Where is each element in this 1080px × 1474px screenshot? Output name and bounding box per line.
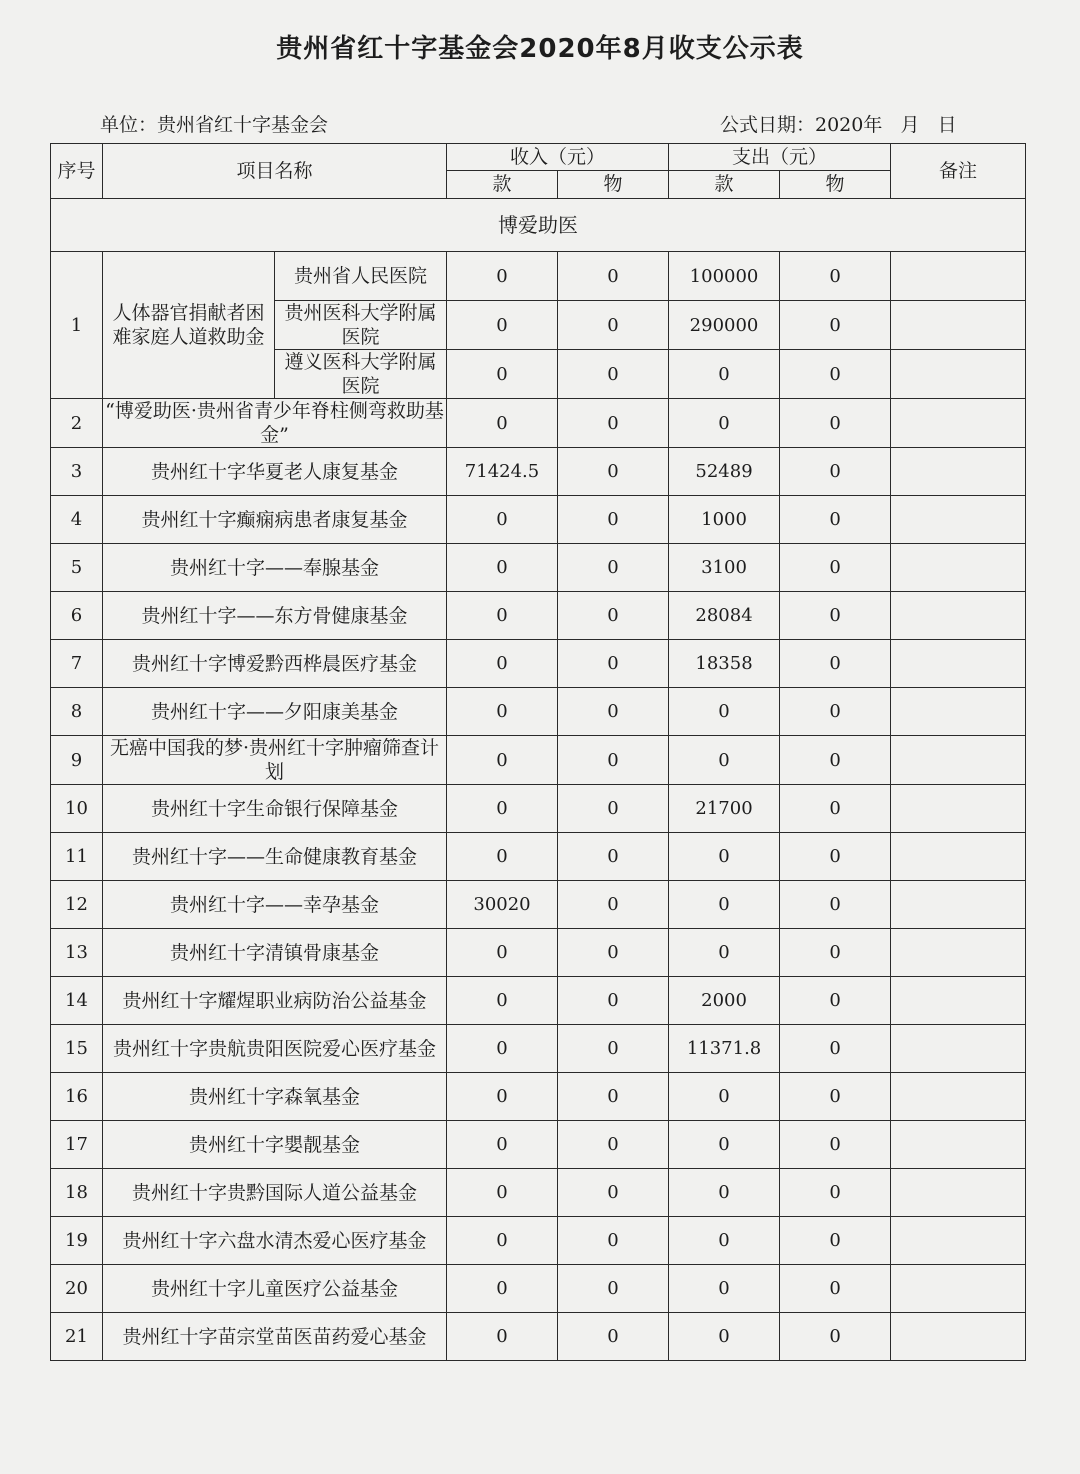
table-row bbox=[51, 544, 1026, 592]
row-name: 贵州红十字苗宗堂苗医苗药爱心基金 bbox=[103, 1313, 447, 1361]
expense-money: 100000 bbox=[669, 252, 780, 301]
expense-goods: 0 bbox=[780, 1121, 891, 1169]
income-goods: 0 bbox=[558, 496, 669, 544]
expense-goods: 0 bbox=[780, 640, 891, 688]
section-title: 博爱助医 bbox=[51, 199, 1026, 252]
income-money: 0 bbox=[447, 833, 558, 881]
row-name: 贵州红十字博爱黔西桦晨医疗基金 bbox=[103, 640, 447, 688]
remark-cell bbox=[891, 833, 1026, 881]
income-goods: 0 bbox=[558, 1025, 669, 1073]
row-name: 贵州红十字清镇骨康基金 bbox=[103, 929, 447, 977]
table-row bbox=[51, 640, 1026, 688]
table-row bbox=[51, 1265, 1026, 1313]
income-money: 0 bbox=[447, 301, 558, 350]
header-name: 项目名称 bbox=[103, 144, 447, 199]
expense-goods: 0 bbox=[780, 592, 891, 640]
remark-cell bbox=[891, 640, 1026, 688]
expense-goods: 0 bbox=[780, 688, 891, 736]
income-money: 0 bbox=[447, 496, 558, 544]
expense-goods: 0 bbox=[780, 1313, 891, 1361]
row-name: 无癌中国我的梦·贵州红十字肿瘤筛查计划 bbox=[103, 736, 447, 785]
expense-goods: 0 bbox=[780, 1217, 891, 1265]
row-name: 贵州红十字耀煋职业病防治公益基金 bbox=[103, 977, 447, 1025]
income-money: 0 bbox=[447, 1217, 558, 1265]
row-seq: 8 bbox=[51, 688, 103, 736]
sub-name: 贵州省人民医院 bbox=[275, 252, 447, 301]
income-goods: 0 bbox=[558, 1313, 669, 1361]
income-money: 0 bbox=[447, 688, 558, 736]
remark-cell bbox=[891, 1265, 1026, 1313]
income-money: 0 bbox=[447, 785, 558, 833]
row-name: 贵州红十字华夏老人康复基金 bbox=[103, 448, 447, 496]
table-row bbox=[51, 785, 1026, 833]
income-money: 0 bbox=[447, 736, 558, 785]
income-money: 0 bbox=[447, 1265, 558, 1313]
income-goods: 0 bbox=[558, 350, 669, 399]
expense-goods: 0 bbox=[780, 544, 891, 592]
row-seq: 10 bbox=[51, 785, 103, 833]
income-money: 30020 bbox=[447, 881, 558, 929]
income-goods: 0 bbox=[558, 301, 669, 350]
income-money: 0 bbox=[447, 977, 558, 1025]
expense-goods: 0 bbox=[780, 736, 891, 785]
remark-cell bbox=[891, 1169, 1026, 1217]
remark-cell bbox=[891, 736, 1026, 785]
income-goods: 0 bbox=[558, 929, 669, 977]
row-name: 贵州红十字贵黔国际人道公益基金 bbox=[103, 1169, 447, 1217]
income-goods: 0 bbox=[558, 252, 669, 301]
table-row bbox=[51, 1217, 1026, 1265]
publish-date: 公式日期：2020年 月 日 bbox=[720, 114, 957, 136]
expense-money: 0 bbox=[669, 1217, 780, 1265]
row-seq: 2 bbox=[51, 399, 103, 448]
expense-goods: 0 bbox=[780, 1073, 891, 1121]
header-income-goods: 物 bbox=[558, 171, 669, 199]
expense-goods: 0 bbox=[780, 448, 891, 496]
remark-cell bbox=[891, 1217, 1026, 1265]
income-goods: 0 bbox=[558, 640, 669, 688]
row-name: 贵州红十字贵航贵阳医院爱心医疗基金 bbox=[103, 1025, 447, 1073]
remark-cell bbox=[891, 301, 1026, 350]
header-expense-goods: 物 bbox=[780, 171, 891, 199]
remark-cell bbox=[891, 688, 1026, 736]
table-row bbox=[51, 881, 1026, 929]
expense-money: 0 bbox=[669, 881, 780, 929]
row-name: 贵州红十字生命银行保障基金 bbox=[103, 785, 447, 833]
expense-goods: 0 bbox=[780, 881, 891, 929]
income-money: 0 bbox=[447, 252, 558, 301]
expense-goods: 0 bbox=[780, 399, 891, 448]
header-seq: 序号 bbox=[51, 144, 103, 199]
expense-money: 0 bbox=[669, 833, 780, 881]
income-goods: 0 bbox=[558, 1169, 669, 1217]
income-goods: 0 bbox=[558, 736, 669, 785]
expense-goods: 0 bbox=[780, 1169, 891, 1217]
income-money: 0 bbox=[447, 544, 558, 592]
unit-label: 单位：贵州省红十字基金会 bbox=[100, 114, 329, 136]
row-seq: 1 bbox=[51, 252, 103, 399]
table-row bbox=[51, 1313, 1026, 1361]
expense-money: 0 bbox=[669, 929, 780, 977]
expense-goods: 0 bbox=[780, 252, 891, 301]
expense-money: 52489 bbox=[669, 448, 780, 496]
income-goods: 0 bbox=[558, 1121, 669, 1169]
expense-money: 0 bbox=[669, 1169, 780, 1217]
table-row bbox=[51, 1025, 1026, 1073]
income-money: 0 bbox=[447, 929, 558, 977]
expense-money: 28084 bbox=[669, 592, 780, 640]
row-name: 贵州红十字——奉腺基金 bbox=[103, 544, 447, 592]
remark-cell bbox=[891, 1121, 1026, 1169]
expense-money: 0 bbox=[669, 1121, 780, 1169]
row-seq: 12 bbox=[51, 881, 103, 929]
income-goods: 0 bbox=[558, 688, 669, 736]
expense-goods: 0 bbox=[780, 785, 891, 833]
expense-goods: 0 bbox=[780, 350, 891, 399]
income-money: 71424.5 bbox=[447, 448, 558, 496]
income-money: 0 bbox=[447, 350, 558, 399]
income-money: 0 bbox=[447, 1313, 558, 1361]
income-goods: 0 bbox=[558, 544, 669, 592]
header-expense-money: 款 bbox=[669, 171, 780, 199]
row-seq: 9 bbox=[51, 736, 103, 785]
income-goods: 0 bbox=[558, 1073, 669, 1121]
expense-money: 0 bbox=[669, 1073, 780, 1121]
expense-money: 2000 bbox=[669, 977, 780, 1025]
income-goods: 0 bbox=[558, 833, 669, 881]
income-money: 0 bbox=[447, 1121, 558, 1169]
income-money: 0 bbox=[447, 640, 558, 688]
expense-money: 0 bbox=[669, 1265, 780, 1313]
expense-goods: 0 bbox=[780, 929, 891, 977]
sub-name: 贵州医科大学附属医院 bbox=[275, 301, 447, 350]
expense-goods: 0 bbox=[780, 833, 891, 881]
row-name: 贵州红十字——夕阳康美基金 bbox=[103, 688, 447, 736]
expense-goods: 0 bbox=[780, 301, 891, 350]
sub-name: 遵义医科大学附属医院 bbox=[275, 350, 447, 399]
table-row bbox=[51, 977, 1026, 1025]
remark-cell bbox=[891, 496, 1026, 544]
remark-cell bbox=[891, 1073, 1026, 1121]
table-row bbox=[51, 833, 1026, 881]
table-row bbox=[51, 688, 1026, 736]
income-goods: 0 bbox=[558, 1217, 669, 1265]
finance-table bbox=[50, 143, 1026, 1361]
income-goods: 0 bbox=[558, 448, 669, 496]
row-name: 贵州红十字儿童医疗公益基金 bbox=[103, 1265, 447, 1313]
remark-cell bbox=[891, 544, 1026, 592]
table-row bbox=[51, 592, 1026, 640]
page-title: 贵州省红十字基金会2020年8月收支公示表 bbox=[276, 34, 804, 64]
income-money: 0 bbox=[447, 592, 558, 640]
row-seq: 18 bbox=[51, 1169, 103, 1217]
row-seq: 14 bbox=[51, 977, 103, 1025]
expense-money: 3100 bbox=[669, 544, 780, 592]
row-seq: 5 bbox=[51, 544, 103, 592]
income-goods: 0 bbox=[558, 399, 669, 448]
income-money: 0 bbox=[447, 399, 558, 448]
row-seq: 7 bbox=[51, 640, 103, 688]
header-income: 收入（元） bbox=[447, 144, 669, 171]
row-seq: 21 bbox=[51, 1313, 103, 1361]
income-money: 0 bbox=[447, 1025, 558, 1073]
expense-goods: 0 bbox=[780, 496, 891, 544]
header-remark: 备注 bbox=[891, 144, 1026, 199]
header-income-money: 款 bbox=[447, 171, 558, 199]
row-seq: 13 bbox=[51, 929, 103, 977]
table-row bbox=[51, 929, 1026, 977]
expense-goods: 0 bbox=[780, 977, 891, 1025]
income-goods: 0 bbox=[558, 1265, 669, 1313]
income-goods: 0 bbox=[558, 977, 669, 1025]
row-name: 贵州红十字六盘水清杰爱心医疗基金 bbox=[103, 1217, 447, 1265]
row-seq: 6 bbox=[51, 592, 103, 640]
row-name: “博爱助医·贵州省青少年脊柱侧弯救助基金” bbox=[103, 399, 447, 448]
table-row bbox=[51, 448, 1026, 496]
remark-cell bbox=[891, 977, 1026, 1025]
table-row bbox=[51, 1073, 1026, 1121]
income-goods: 0 bbox=[558, 881, 669, 929]
table-row bbox=[51, 496, 1026, 544]
expense-money: 0 bbox=[669, 688, 780, 736]
table-row bbox=[51, 736, 1026, 785]
row-name: 贵州红十字——生命健康教育基金 bbox=[103, 833, 447, 881]
remark-cell bbox=[891, 350, 1026, 399]
expense-money: 0 bbox=[669, 1313, 780, 1361]
remark-cell bbox=[891, 929, 1026, 977]
row-name: 贵州红十字——幸孕基金 bbox=[103, 881, 447, 929]
row-seq: 4 bbox=[51, 496, 103, 544]
remark-cell bbox=[891, 785, 1026, 833]
row-seq: 16 bbox=[51, 1073, 103, 1121]
expense-money: 290000 bbox=[669, 301, 780, 350]
remark-cell bbox=[891, 448, 1026, 496]
income-goods: 0 bbox=[558, 592, 669, 640]
remark-cell bbox=[891, 592, 1026, 640]
remark-cell bbox=[891, 252, 1026, 301]
income-goods: 0 bbox=[558, 785, 669, 833]
row-seq: 11 bbox=[51, 833, 103, 881]
expense-money: 0 bbox=[669, 350, 780, 399]
table-row bbox=[51, 399, 1026, 448]
row-name: 贵州红十字——东方骨健康基金 bbox=[103, 592, 447, 640]
expense-money: 21700 bbox=[669, 785, 780, 833]
row-seq: 3 bbox=[51, 448, 103, 496]
row-name: 贵州红十字嬰靓基金 bbox=[103, 1121, 447, 1169]
expense-goods: 0 bbox=[780, 1025, 891, 1073]
income-money: 0 bbox=[447, 1073, 558, 1121]
table-row bbox=[51, 1121, 1026, 1169]
row-seq: 17 bbox=[51, 1121, 103, 1169]
row-seq: 19 bbox=[51, 1217, 103, 1265]
remark-cell bbox=[891, 1313, 1026, 1361]
expense-money: 18358 bbox=[669, 640, 780, 688]
expense-money: 0 bbox=[669, 399, 780, 448]
row-seq: 20 bbox=[51, 1265, 103, 1313]
expense-money: 1000 bbox=[669, 496, 780, 544]
income-money: 0 bbox=[447, 1169, 558, 1217]
expense-money: 11371.8 bbox=[669, 1025, 780, 1073]
row-name: 贵州红十字癫痫病患者康复基金 bbox=[103, 496, 447, 544]
header-expense: 支出（元） bbox=[669, 144, 891, 171]
row-name: 人体器官捐献者困难家庭人道救助金 bbox=[103, 252, 275, 399]
expense-goods: 0 bbox=[780, 1265, 891, 1313]
row-seq: 15 bbox=[51, 1025, 103, 1073]
expense-money: 0 bbox=[669, 736, 780, 785]
table-row bbox=[51, 1169, 1026, 1217]
row-name: 贵州红十字森氧基金 bbox=[103, 1073, 447, 1121]
remark-cell bbox=[891, 881, 1026, 929]
remark-cell bbox=[891, 1025, 1026, 1073]
remark-cell bbox=[891, 399, 1026, 448]
